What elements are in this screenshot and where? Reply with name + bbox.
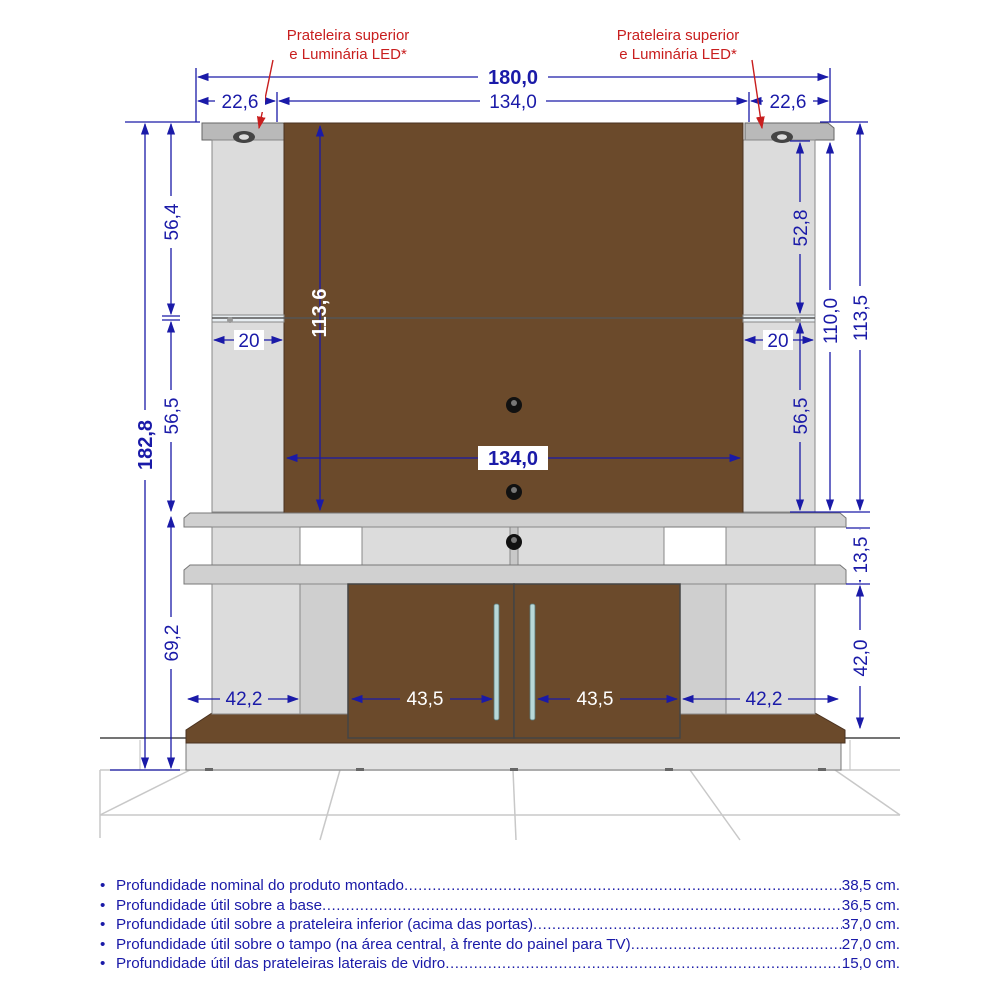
note-value: 15,0 cm. <box>841 955 900 973</box>
svg-text:43,5: 43,5 <box>576 689 614 710</box>
note-label: Profundidade nominal do produto montado <box>116 877 404 894</box>
note-value: 38,5 cm. <box>841 877 900 894</box>
svg-text:42,2: 42,2 <box>225 689 263 710</box>
svg-text:182,8: 182,8 <box>135 419 157 471</box>
plinth <box>186 743 841 770</box>
svg-text:43,5: 43,5 <box>406 689 444 710</box>
dim-label-total-height <box>133 410 157 480</box>
door-right <box>514 584 680 738</box>
callout-right-line1: Prateleira superior <box>616 27 740 44</box>
depth-notes <box>100 876 900 974</box>
niche-left-divider <box>212 527 300 565</box>
dim-label-left-lower <box>160 390 183 442</box>
dim-label-glass-right <box>763 330 793 352</box>
svg-text:20: 20 <box>238 331 260 352</box>
svg-text:113,6: 113,6 <box>309 288 331 338</box>
dim-label-right-tower <box>819 290 842 352</box>
note-label: Profundidade útil das prateleiras laterais de vidro <box>116 955 446 973</box>
dim-label-base <box>849 630 872 686</box>
cable-hole-niche-icon <box>506 534 522 550</box>
callout-left-line2: e Luminária LED* <box>289 46 407 63</box>
svg-text:113,5: 113,5 <box>851 294 872 342</box>
niche-right-divider <box>726 527 815 565</box>
note-row <box>100 876 900 896</box>
dot-leader <box>533 915 842 935</box>
door-handle-right-icon <box>530 604 535 720</box>
note-row <box>100 896 900 916</box>
dim-label-panel-width <box>478 446 548 470</box>
cabinet-left-niche <box>300 584 348 714</box>
bullet-icon: • <box>100 916 106 934</box>
bullet-icon: • <box>100 877 106 894</box>
svg-text:56,5: 56,5 <box>162 397 183 435</box>
dim-label-right-lower <box>789 390 812 442</box>
bullet-icon: • <box>100 896 106 914</box>
svg-text:180,0: 180,0 <box>487 67 539 89</box>
svg-text:22,6: 22,6 <box>221 92 259 113</box>
svg-text:134,0: 134,0 <box>489 92 537 113</box>
note-label: Profundidade útil sobre a base <box>116 896 323 914</box>
lower-shelf <box>184 565 846 584</box>
note-value: 36,5 cm. <box>841 896 900 914</box>
svg-text:134,0: 134,0 <box>487 448 539 470</box>
dim-label-base-left <box>220 688 268 710</box>
bullet-icon: • <box>100 955 106 973</box>
note-row <box>100 935 900 955</box>
callout-arrow-right <box>752 60 762 128</box>
dim-label-right-upper <box>789 202 812 254</box>
dot-leader <box>322 896 842 916</box>
dot-leader <box>404 876 842 896</box>
dim-label-base-right <box>740 688 788 710</box>
svg-text:52,8: 52,8 <box>791 209 812 247</box>
cable-hole-upper-icon <box>506 397 522 413</box>
dim-label-door-right <box>570 688 620 710</box>
svg-text:20: 20 <box>767 331 789 352</box>
note-label: Profundidade útil sobre o tampo (na área central, à frente do painel para TV) <box>116 935 631 953</box>
note-row <box>100 915 900 935</box>
svg-text:22,6: 22,6 <box>769 92 807 113</box>
right-tower <box>743 140 815 512</box>
dim-label-glass-left <box>234 330 264 352</box>
dim-label-niche <box>849 530 872 580</box>
svg-text:110,0: 110,0 <box>821 297 842 345</box>
svg-text:56,5: 56,5 <box>791 397 812 435</box>
dim-label-panel-height <box>309 289 331 338</box>
dim-label-right-total <box>849 286 872 350</box>
dim-label-left-base <box>160 617 183 669</box>
floor <box>100 770 900 840</box>
shelf-support-left-icon <box>227 317 233 323</box>
svg-text:13,5: 13,5 <box>851 536 872 574</box>
dot-leader <box>631 935 842 955</box>
door-left <box>348 584 514 738</box>
dim-label-side-left <box>215 90 265 113</box>
dim-label-door-left <box>400 688 450 710</box>
svg-text:69,2: 69,2 <box>162 624 183 662</box>
note-value: 37,0 cm. <box>841 916 900 934</box>
svg-text:42,0: 42,0 <box>851 639 872 677</box>
led-light-right-icon <box>771 131 793 143</box>
note-value: 27,0 cm. <box>841 935 900 953</box>
callout-right-line2: e Luminária LED* <box>619 46 737 63</box>
note-label: Profundidade útil sobre a prateleira inferior (acima das portas) <box>116 916 534 934</box>
left-tower <box>212 140 284 512</box>
note-row <box>100 954 900 974</box>
bullet-icon: • <box>100 935 106 953</box>
dot-leader <box>445 954 841 974</box>
door-handle-left-icon <box>494 604 499 720</box>
cabinet-right-niche <box>680 584 726 714</box>
led-light-left-icon <box>233 131 255 143</box>
dim-label-left-upper <box>160 196 183 248</box>
dim-label-side-right <box>763 90 813 113</box>
dim-label-total-width <box>478 66 548 89</box>
callout-left-line1: Prateleira superior <box>286 27 410 44</box>
cable-hole-lower-icon <box>506 484 522 500</box>
top-board <box>184 513 846 527</box>
svg-text:56,4: 56,4 <box>162 203 183 241</box>
shelf-support-right-icon <box>795 317 801 323</box>
svg-text:42,2: 42,2 <box>745 689 783 710</box>
dim-label-center-width <box>480 90 546 113</box>
